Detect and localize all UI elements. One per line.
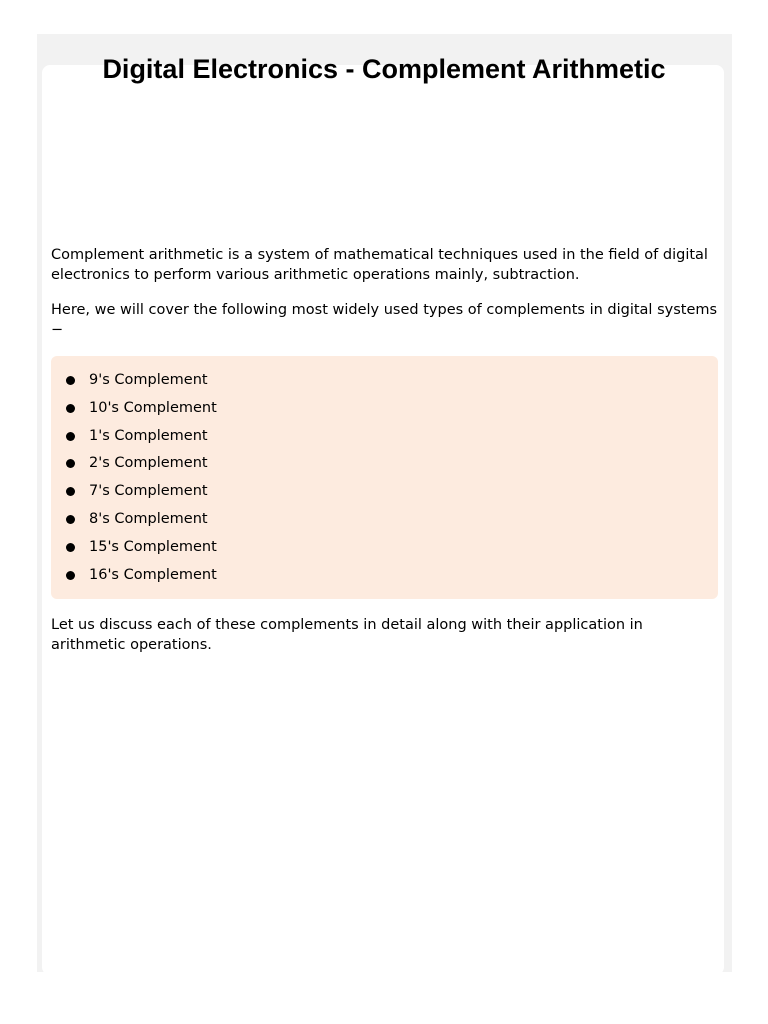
list-item-label: 7's Complement (89, 483, 208, 500)
list-item-label: 9's Complement (89, 372, 208, 388)
closing-paragraph: Let us discuss each of these complements in detail along with their application in arithmetic operations. (51, 617, 643, 653)
bullet-icon (66, 487, 75, 496)
list-item (51, 537, 718, 565)
bullet-icon (66, 376, 75, 385)
list-item (51, 426, 718, 454)
list-item-label: 2's Complement (89, 455, 208, 472)
list-item (51, 481, 718, 509)
bullet-icon (66, 404, 75, 413)
bullet-icon (66, 515, 75, 524)
list-item-label: 8's Complement (89, 510, 208, 527)
complement-types-list (51, 370, 718, 592)
types-intro-paragraph: Here, we will cover the following most widely used types of complements in digital systems − (51, 302, 718, 338)
list-item (51, 565, 718, 593)
list-item (51, 370, 718, 398)
list-item-label: 16's Complement (89, 566, 217, 583)
page-title: Digital Electronics - Complement Arithmetic (102, 54, 666, 84)
bullet-icon (66, 459, 75, 468)
bullet-icon (66, 543, 75, 552)
bullet-icon (66, 432, 75, 441)
list-item-label: 1's Complement (89, 427, 208, 444)
intro-paragraph: Complement arithmetic is a system of mathematical techniques used in the field of digital electronics to perform various arithmetic operations mainly, subtraction. (51, 247, 708, 283)
list-item (51, 509, 718, 537)
list-item-label: 10's Complement (89, 399, 217, 416)
list-item (51, 398, 718, 426)
list-item (51, 453, 718, 481)
bullet-icon (66, 571, 75, 580)
complement-types-list-box (51, 356, 718, 599)
list-item-label: 15's Complement (89, 538, 217, 555)
